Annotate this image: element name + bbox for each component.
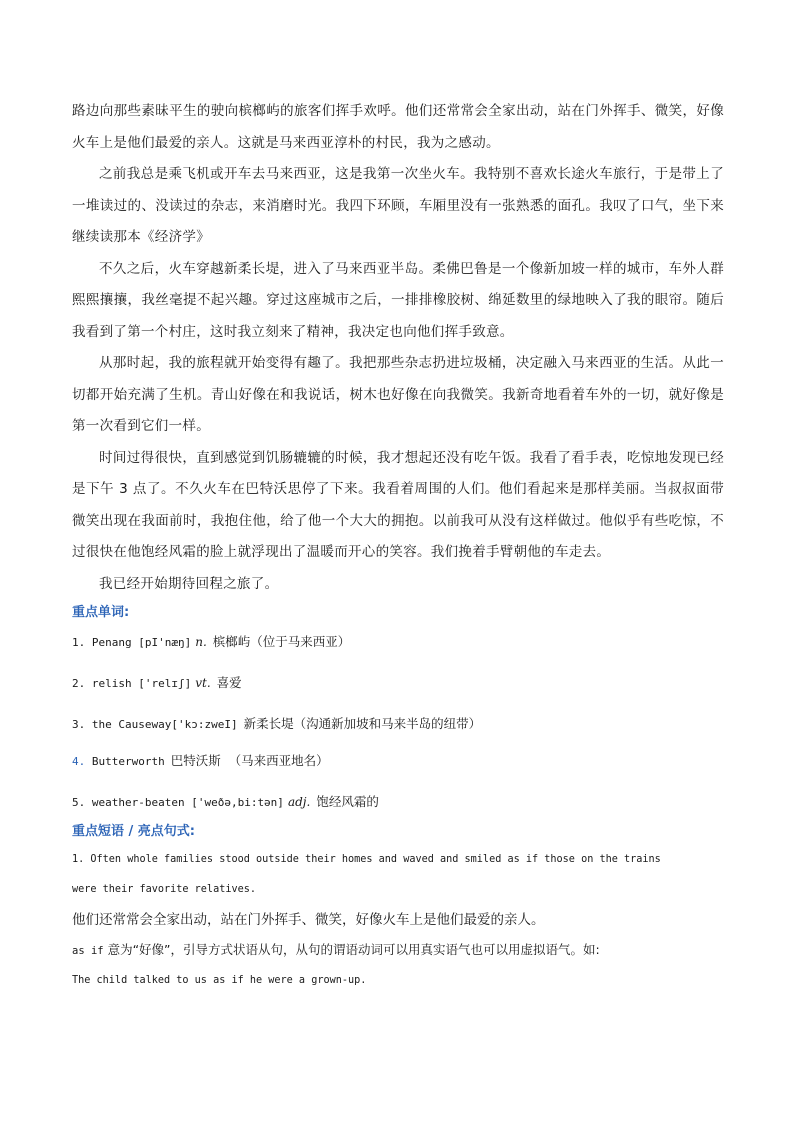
vocab-number: 2. bbox=[72, 677, 92, 690]
document-page bbox=[72, 96, 724, 996]
vocab-word: weather-beaten ['weðə,bi:tən] bbox=[91, 796, 284, 809]
vocab-part-of-speech: vt. bbox=[195, 676, 211, 690]
vocab-word: Penang [pI'næŋ] bbox=[91, 636, 192, 649]
vocab-meaning: 喜爱 bbox=[216, 675, 242, 690]
vocab-item bbox=[72, 751, 724, 772]
vocab-number: 1. bbox=[72, 636, 92, 649]
vocab-item bbox=[72, 792, 724, 813]
vocab-number: 5. bbox=[72, 796, 92, 809]
grammar-example: The child talked to us as if he were a grown-up. bbox=[72, 975, 367, 986]
vocab-word: Butterworth bbox=[91, 755, 165, 768]
grammar-note-keyword: as if bbox=[72, 945, 104, 957]
vocab-meaning: 巴特沃斯 （马来西亚地名） bbox=[170, 753, 329, 768]
grammar-note bbox=[72, 935, 724, 966]
passage-paragraph-4: 从那时起，我的旅程就开始变得有趣了。我把那些杂志扔进垃圾桶，决定融入马来西亚的生活。从此一切都开始充满了生机。青山好像在和我说话，树木也好像在向我微笑。我新奇地看着车外的一切，就好像是第一次看到它们一样。 bbox=[72, 355, 724, 434]
vocab-meaning: 饱经风霜的 bbox=[316, 794, 379, 809]
example-sentence-line-1: 1. Often whole families stood outside their homes and waved and smiled as if those on the trains bbox=[72, 854, 661, 865]
vocab-part-of-speech: n. bbox=[195, 635, 207, 649]
passage-paragraph-5: 时间过得很快，直到感觉到饥肠辘辘的时候，我才想起还没有吃午饭。我看了看手表，吃惊地发现已经是下午 3 点了。不久火车在巴特沃思停了下来。我看着周围的人们。他们看起来是那样美丽。当叔叔面带微笑出现在我面前时，我抱住他，给了他一个大大的拥抱。以前我可从没有这样做过。他似乎有些吃惊，不过很快在他饱经风霜的脸上就浮现出了温暖而开心的笑容。我们挽着手臂朝他的车走去。 bbox=[72, 449, 724, 560]
example-sentence-translation: 他们还常常会全家出动，站在门外挥手、微笑，好像火车上是他们最爱的亲人。 bbox=[72, 912, 545, 928]
vocab-meaning: 槟榔屿（位于马来西亚） bbox=[212, 634, 351, 649]
vocab-meaning: 新柔长堤（沟通新加坡和马来半岛的纽带） bbox=[243, 716, 482, 731]
vocab-number: 3. bbox=[72, 718, 92, 731]
vocab-part-of-speech: adj. bbox=[287, 795, 311, 809]
vocab-item bbox=[72, 632, 724, 653]
passage-paragraph-6: 我已经开始期待回程之旅了。 bbox=[99, 575, 279, 592]
passage-paragraph-2: 之前我总是乘飞机或开车去马来西亚，这是我第一次坐火车。我特别不喜欢长途火车旅行，于是带上了一堆读过的、没读过的杂志，来消磨时光。我四下环顾，车厢里没有一张熟悉的面孔。我叹了口气，坐下来继续读那本《经济学》 bbox=[72, 166, 724, 245]
phrases-section-title: 重点短语 / 亮点句式: bbox=[72, 824, 195, 839]
vocab-section-title: 重点单词: bbox=[72, 605, 130, 620]
passage-paragraph-3: 不久之后，火车穿越新柔长堤，进入了马来西亚半岛。柔佛巴鲁是一个像新加坡一样的城市，车外人群熙熙攘攘，我丝毫提不起兴趣。穿过这座城市之后，一排排橡胶树、绵延数里的绿地映入了我的眼帘。随后我看到了第一个村庄，这时我立刻来了精神，我决定也向他们挥手致意。 bbox=[72, 260, 724, 340]
vocab-item bbox=[72, 673, 724, 694]
passage-paragraph-1: 路边向那些素昧平生的驶向槟榔屿的旅客们挥手欢呼。他们还常常会全家出动，站在门外挥手、微笑，好像火车上是他们最爱的亲人。这就是马来西亚淳朴的村民，我为之感动。 bbox=[72, 103, 724, 151]
vocab-word: the Causeway['kɔ:zweI] bbox=[91, 718, 238, 731]
example-sentence-line-2: were their favorite relatives. bbox=[72, 884, 257, 895]
vocab-number: 4. bbox=[72, 755, 92, 768]
vocab-word: relish ['relɪʃ] bbox=[91, 677, 192, 690]
vocab-item bbox=[72, 714, 724, 735]
grammar-note-text: 意为“好像”，引导方式状语从句，从句的谓语动词可以用真实语气也可以用虚拟语气。如: bbox=[103, 942, 600, 957]
vocab-list bbox=[72, 632, 724, 813]
